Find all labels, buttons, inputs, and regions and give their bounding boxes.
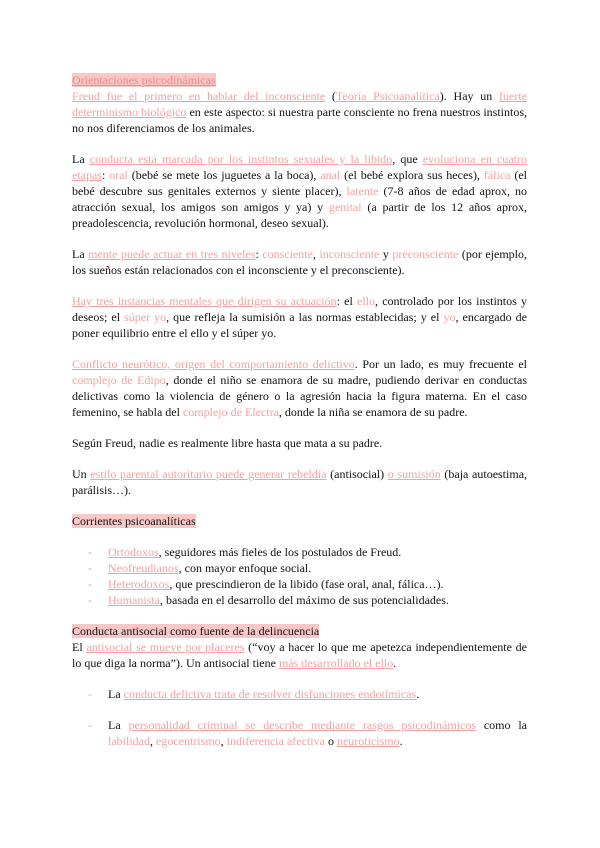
underlined-term: más desarrollado el ello	[278, 656, 394, 670]
text: El	[72, 640, 87, 654]
underlined-term: mente puede actuar en tres niveles	[88, 247, 256, 261]
underlined-term: Ortodoxos	[108, 545, 159, 559]
dash-bullet: -	[88, 577, 92, 591]
pink-term: consciente	[262, 247, 313, 261]
text: .	[416, 687, 420, 701]
underlined-term: Hay tres instancias mentales que dirigen su actuación	[72, 294, 337, 308]
paragraph-conducta-etapas	[72, 151, 527, 231]
dash-bullet: -	[88, 545, 92, 559]
text: (por ejemplo, los sueños están relacionados con el inconsciente y el preconsciente).	[72, 247, 527, 277]
text: , controlado por los instintos y deseos; el	[72, 294, 527, 324]
text: (	[325, 89, 336, 103]
heading-text: Conducta antisocial como fuente de la delincuencia	[72, 624, 320, 638]
text: , que prescindieron de la libido (fase oral, anal, fálica…).	[169, 577, 444, 591]
antisocial-list	[72, 686, 527, 702]
section-heading-conducta-antisocial	[72, 623, 527, 639]
text: en este aspecto: si nuestra parte consciente no frena nuestros instintos, no nos diferenciamos de los animales.	[72, 105, 527, 135]
underlined-term: conducta está marcada por los instintos sexuales y la libido	[89, 152, 393, 166]
text: Según Freud, nadie es realmente libre hasta que mata a su padre.	[72, 436, 383, 450]
text: La	[108, 718, 129, 732]
text: :	[101, 168, 110, 182]
document-page	[72, 72, 527, 749]
paragraph-niveles	[72, 246, 527, 278]
text: Un	[72, 467, 91, 481]
paragraph-conflicto	[72, 356, 527, 420]
paragraph-instancias	[72, 293, 527, 341]
pink-term: yo	[443, 310, 456, 324]
section-heading-corrientes	[72, 513, 527, 529]
list-item	[72, 717, 527, 749]
text: (baja autoestima, parálisis…).	[72, 467, 528, 497]
text: : el	[336, 294, 358, 308]
list-item	[72, 592, 527, 608]
text: , donde el niño se enamora de su madre, pudiendo derivar en conductas delictivas como la violencia de género o la agresión hacia la figura materna. En el caso femenino, se habla del	[72, 373, 527, 419]
text: . Por un lado, es muy frecuente el	[354, 357, 528, 371]
paragraph-antisocial	[72, 639, 527, 671]
underlined-term: Heterodoxos	[108, 577, 170, 591]
underlined-term: Conflicto neurótico, origen del comportamiento delictivo	[72, 357, 355, 371]
underlined-term: estilo parental autoritario puede generar rebeldía	[90, 467, 327, 481]
pink-term: preconsciente	[392, 247, 459, 261]
text: (el bebé explora sus heces),	[340, 168, 484, 182]
antisocial-list-2	[72, 717, 527, 749]
text: , con mayor enfoque social.	[178, 561, 312, 575]
text: (el bebé descubre sus genitales externos y siente placer),	[72, 168, 528, 198]
text: ,	[220, 734, 227, 748]
underlined-term: o sumisión	[387, 467, 441, 481]
dash-bullet: -	[88, 593, 92, 607]
paragraph-estilo-parental	[72, 466, 527, 498]
dash-bullet: -	[88, 718, 92, 732]
text: ). Hay un	[439, 89, 500, 103]
text: , seguidores más fieles de los postulados de Freud.	[158, 545, 402, 559]
paragraph-freud-padre	[72, 435, 527, 451]
text: La	[72, 247, 89, 261]
text: , que refleja la sumisión a las normas establecidas; y el	[166, 310, 444, 324]
text: , que	[392, 152, 423, 166]
text: y	[379, 247, 393, 261]
text: ,	[312, 247, 320, 261]
pink-term: egocentrismo	[156, 734, 221, 748]
text: :	[255, 247, 263, 261]
heading-text: Corrientes psicoanalíticas	[72, 514, 196, 528]
heading-text: Orientaciones psicodinámicas	[72, 73, 216, 87]
text: , basada en el desarrollo del máximo de sus potencialidades.	[160, 593, 449, 607]
text: (antisocial)	[326, 467, 388, 481]
pink-term: latente	[346, 184, 379, 198]
underlined-term: antisocial se mueve por placeres	[86, 640, 245, 654]
dash-bullet: -	[88, 561, 92, 575]
pink-term: anal	[320, 168, 341, 182]
pink-term: complejo de Electra	[182, 405, 279, 419]
text: (“voy a hacer lo que me apetezca independientemente de lo que diga la norma”). Un antisocial tiene	[72, 640, 527, 670]
list-item	[72, 544, 527, 560]
underlined-term: personalidad criminal se describe mediante rasgos psicodinámicos	[128, 718, 477, 732]
text: (a partir de los 12 años aprox, preadolescencia, revolución hormonal, deseo sexual).	[72, 200, 527, 230]
paragraph-freud	[72, 88, 527, 136]
text: como la	[476, 718, 527, 732]
underlined-term: neuroticismo	[336, 734, 400, 748]
underlined-term: Neofreudianos	[108, 561, 179, 575]
pink-term: labilidad	[108, 734, 150, 748]
text: ,	[150, 734, 156, 748]
pink-term: fálica	[483, 168, 511, 182]
pink-term: inconsciente	[319, 247, 380, 261]
text: .	[393, 656, 397, 670]
text: (bebé se mete los juguetes a la boca),	[127, 168, 321, 182]
pink-term: indiferencia afectiva	[226, 734, 325, 748]
text: , donde la niña se enamora de su padre.	[278, 405, 468, 419]
corrientes-list	[72, 544, 527, 608]
text: La	[108, 687, 124, 701]
section-heading-orientaciones	[72, 72, 527, 88]
list-item	[72, 686, 527, 702]
underlined-term: conducta delictiva trata de resolver disfunciones endotímicas	[123, 687, 417, 701]
list-item	[72, 560, 527, 576]
text: (7-8 años de edad aprox, no atracción sexual, los amigos son amigos y ya) y	[72, 184, 527, 214]
underlined-term: fuerte determinismo biológico	[72, 89, 527, 119]
underlined-term: Humanista	[108, 593, 160, 607]
dash-bullet: -	[88, 687, 92, 701]
underlined-term: evoluciona en cuatro etapas	[72, 152, 528, 182]
underlined-term: Teoría Psicoanalítica	[335, 89, 440, 103]
text: .	[399, 734, 403, 748]
list-item	[72, 576, 527, 592]
text: , encargado de poner equilibrio entre el ello y el súper yo.	[72, 310, 527, 340]
pink-term: ello	[357, 294, 376, 308]
pink-term: complejo de Edipo	[72, 373, 166, 387]
text: o	[324, 734, 337, 748]
pink-term: súper yo	[124, 310, 167, 324]
text: La	[72, 152, 90, 166]
pink-term: oral	[109, 168, 128, 182]
underlined-term: Freud fue el primero en hablar del inconsciente	[72, 89, 326, 103]
pink-term: genital	[328, 200, 362, 214]
